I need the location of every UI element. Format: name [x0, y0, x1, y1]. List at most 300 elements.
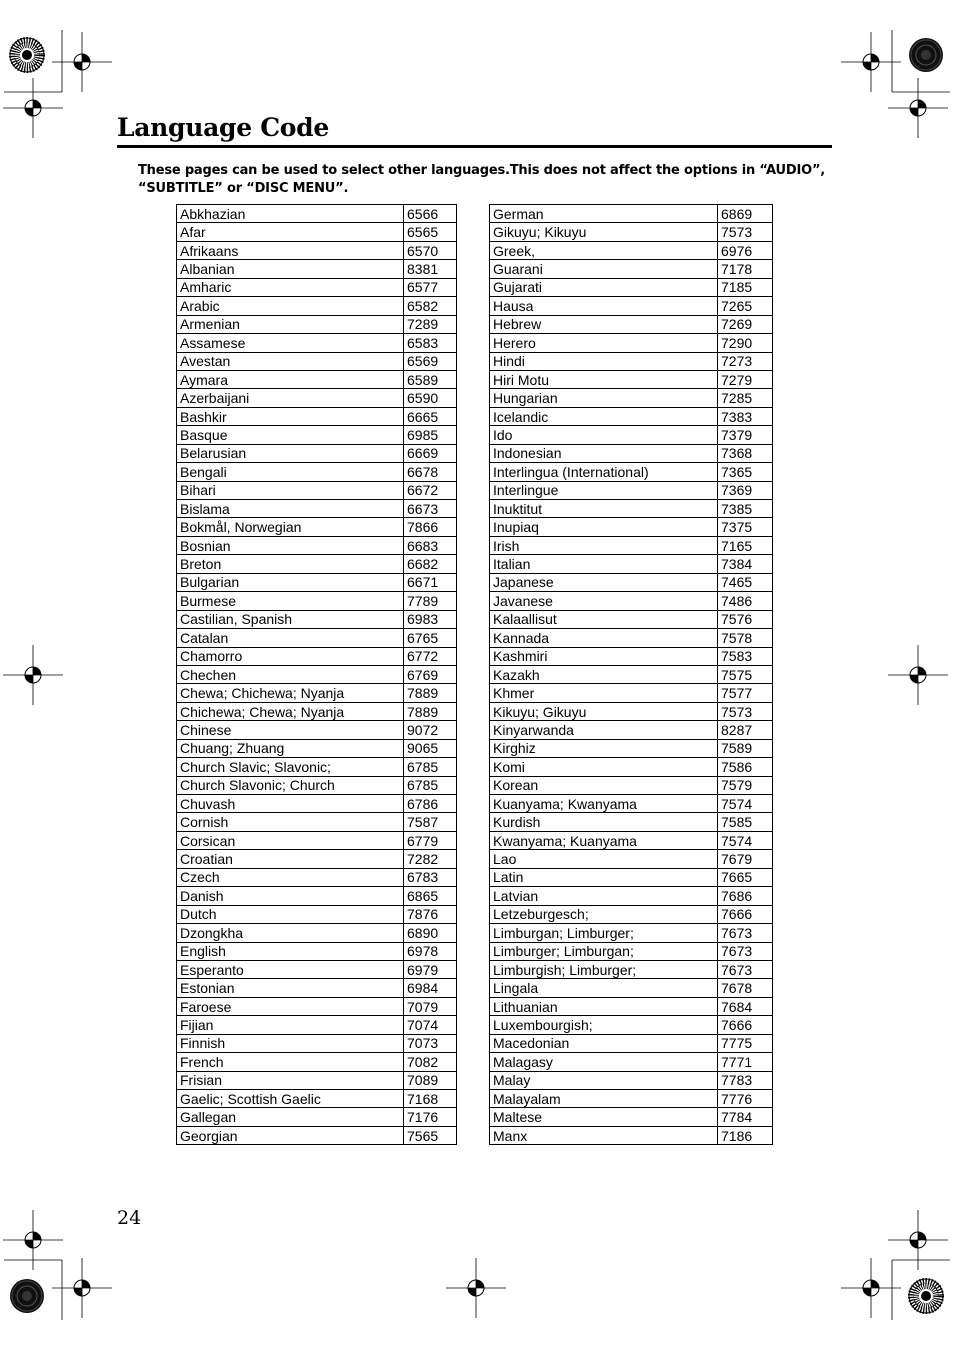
language-code: 6577 [404, 278, 457, 296]
table-row [177, 407, 457, 425]
language-code: 7565 [404, 1126, 457, 1144]
language-name: Dzongkha [177, 924, 404, 942]
language-code: 7176 [404, 1108, 457, 1126]
table-row [490, 278, 773, 296]
language-name: Herero [490, 334, 718, 352]
language-code: 6565 [404, 223, 457, 241]
table-row [177, 315, 457, 333]
language-name: Limburgish; Limburger; [490, 960, 718, 978]
language-code: 7586 [718, 758, 773, 776]
table-row [490, 334, 773, 352]
language-code: 7673 [718, 960, 773, 978]
language-code: 7290 [718, 334, 773, 352]
table-row [177, 223, 457, 241]
language-code: 6769 [404, 665, 457, 683]
table-row [177, 205, 457, 223]
language-code: 6765 [404, 629, 457, 647]
language-code: 6566 [404, 205, 457, 223]
language-name: Korean [490, 776, 718, 794]
language-name: Bislama [177, 500, 404, 518]
table-row [177, 1090, 457, 1108]
language-name: Italian [490, 555, 718, 573]
language-code: 7185 [718, 278, 773, 296]
language-name: Kwanyama; Kuanyama [490, 831, 718, 849]
language-code: 6865 [404, 887, 457, 905]
language-name: Hindi [490, 352, 718, 370]
language-code: 6665 [404, 407, 457, 425]
table-row [177, 1034, 457, 1052]
language-code: 7368 [718, 444, 773, 462]
language-code: 6783 [404, 868, 457, 886]
language-name: Faroese [177, 997, 404, 1015]
language-name: Gujarati [490, 278, 718, 296]
language-name: German [490, 205, 718, 223]
language-code: 7678 [718, 979, 773, 997]
table-row [177, 721, 457, 739]
language-code: 6570 [404, 241, 457, 259]
language-code: 7573 [718, 702, 773, 720]
table-row [177, 647, 457, 665]
table-row [177, 278, 457, 296]
table-row [177, 297, 457, 315]
language-name: Kazakh [490, 665, 718, 683]
language-name: Chamorro [177, 647, 404, 665]
table-row [490, 241, 773, 259]
language-name: Church Slavic; Slavonic; [177, 758, 404, 776]
language-code: 7465 [718, 573, 773, 591]
table-row [177, 1108, 457, 1126]
table-row [490, 905, 773, 923]
language-name: Catalan [177, 629, 404, 647]
language-code: 7279 [718, 370, 773, 388]
language-name: Khmer [490, 684, 718, 702]
title-rule [117, 145, 832, 148]
language-name: Hiri Motu [490, 370, 718, 388]
table-row [177, 555, 457, 573]
language-name: Chewa; Chichewa; Nyanja [177, 684, 404, 702]
table-row [490, 868, 773, 886]
table-row [490, 665, 773, 683]
language-name: Castilian, Spanish [177, 610, 404, 628]
language-code: 7771 [718, 1053, 773, 1071]
language-name: Icelandic [490, 407, 718, 425]
language-name: English [177, 942, 404, 960]
table-row [490, 573, 773, 591]
language-name: Bosnian [177, 536, 404, 554]
language-code: 6869 [718, 205, 773, 223]
language-name: Esperanto [177, 960, 404, 978]
language-code: 7579 [718, 776, 773, 794]
language-name: Kannada [490, 629, 718, 647]
language-name: Finnish [177, 1034, 404, 1052]
table-row [490, 721, 773, 739]
language-code: 6976 [718, 241, 773, 259]
intro-line-1: These pages can be used to select other languages.This does not affect the options in “AUDIO”, [138, 163, 826, 178]
language-name: Lithuanian [490, 997, 718, 1015]
language-name: Chichewa; Chewa; Nyanja [177, 702, 404, 720]
language-name: Chuang; Zhuang [177, 739, 404, 757]
table-row [177, 610, 457, 628]
language-code: 7583 [718, 647, 773, 665]
table-row [490, 1071, 773, 1089]
table-row [177, 739, 457, 757]
table-row [177, 758, 457, 776]
table-row [490, 555, 773, 573]
language-name: Croatian [177, 850, 404, 868]
language-name: Danish [177, 887, 404, 905]
table-row [490, 205, 773, 223]
language-code: 6569 [404, 352, 457, 370]
language-name: Maltese [490, 1108, 718, 1126]
language-name: Abkhazian [177, 205, 404, 223]
table-row [490, 887, 773, 905]
language-code: 7666 [718, 905, 773, 923]
table-row [490, 352, 773, 370]
language-name: Gaelic; Scottish Gaelic [177, 1090, 404, 1108]
language-name: Bulgarian [177, 573, 404, 591]
language-code: 7866 [404, 518, 457, 536]
table-row [490, 536, 773, 554]
table-row [177, 795, 457, 813]
language-name: Greek, [490, 241, 718, 259]
table-row [490, 813, 773, 831]
table-row [177, 831, 457, 849]
language-code: 6983 [404, 610, 457, 628]
language-code: 6673 [404, 500, 457, 518]
language-name: Gikuyu; Kikuyu [490, 223, 718, 241]
language-code: 7186 [718, 1126, 773, 1144]
language-code: 7775 [718, 1034, 773, 1052]
language-code: 6583 [404, 334, 457, 352]
language-name: Latin [490, 868, 718, 886]
language-name: Macedonian [490, 1034, 718, 1052]
language-code: 7375 [718, 518, 773, 536]
language-code: 7074 [404, 1016, 457, 1034]
table-row [490, 370, 773, 388]
language-name: Manx [490, 1126, 718, 1144]
language-name: French [177, 1053, 404, 1071]
table-row [490, 1053, 773, 1071]
language-code: 7673 [718, 942, 773, 960]
language-code: 6682 [404, 555, 457, 573]
language-name: Kalaallisut [490, 610, 718, 628]
language-name: Kuanyama; Kwanyama [490, 795, 718, 813]
language-code: 7575 [718, 665, 773, 683]
language-code: 7783 [718, 1071, 773, 1089]
language-code: 7369 [718, 481, 773, 499]
table-row [177, 776, 457, 794]
table-row [177, 370, 457, 388]
language-name: Guarani [490, 260, 718, 278]
table-row [177, 518, 457, 536]
language-code: 8287 [718, 721, 773, 739]
language-name: Church Slavonic; Church [177, 776, 404, 794]
language-name: Bengali [177, 463, 404, 481]
language-name: Georgian [177, 1126, 404, 1144]
table-row [490, 1034, 773, 1052]
language-code: 6785 [404, 758, 457, 776]
language-name: Breton [177, 555, 404, 573]
language-code: 7383 [718, 407, 773, 425]
language-name: Amharic [177, 278, 404, 296]
table-row [490, 407, 773, 425]
language-name: Hebrew [490, 315, 718, 333]
language-code: 7585 [718, 813, 773, 831]
language-name: Latvian [490, 887, 718, 905]
language-code: 7587 [404, 813, 457, 831]
table-row [490, 739, 773, 757]
language-code: 6785 [404, 776, 457, 794]
language-code: 6582 [404, 297, 457, 315]
language-code: 7574 [718, 795, 773, 813]
language-name: Lao [490, 850, 718, 868]
table-row [177, 352, 457, 370]
table-row [177, 665, 457, 683]
language-code: 6786 [404, 795, 457, 813]
language-name: Malagasy [490, 1053, 718, 1071]
table-row [490, 1108, 773, 1126]
table-row [490, 389, 773, 407]
language-code: 7889 [404, 684, 457, 702]
language-name: Cornish [177, 813, 404, 831]
language-name: Ido [490, 426, 718, 444]
table-row [490, 463, 773, 481]
language-name: Avestan [177, 352, 404, 370]
language-name: Estonian [177, 979, 404, 997]
language-code: 7365 [718, 463, 773, 481]
table-row [490, 1126, 773, 1144]
table-row [177, 924, 457, 942]
language-code: 7282 [404, 850, 457, 868]
table-row [177, 444, 457, 462]
table-row [490, 942, 773, 960]
table-row [177, 960, 457, 978]
language-code: 6890 [404, 924, 457, 942]
table-row [177, 500, 457, 518]
language-name: Armenian [177, 315, 404, 333]
table-row [177, 1016, 457, 1034]
language-name: Malayalam [490, 1090, 718, 1108]
language-code: 7673 [718, 924, 773, 942]
table-row [490, 702, 773, 720]
table-row [177, 592, 457, 610]
language-name: Limburger; Limburgan; [490, 942, 718, 960]
language-code: 7082 [404, 1053, 457, 1071]
language-name: Letzeburgesch; [490, 905, 718, 923]
table-row [490, 629, 773, 647]
language-name: Frisian [177, 1071, 404, 1089]
table-row [177, 241, 457, 259]
table-row [490, 592, 773, 610]
language-code: 6978 [404, 942, 457, 960]
language-name: Bokmål, Norwegian [177, 518, 404, 536]
table-row [490, 960, 773, 978]
language-code: 7379 [718, 426, 773, 444]
language-code: 7385 [718, 500, 773, 518]
language-name: Belarusian [177, 444, 404, 462]
language-code: 7776 [718, 1090, 773, 1108]
table-row [490, 481, 773, 499]
language-name: Arabic [177, 297, 404, 315]
table-row [177, 905, 457, 923]
table-row [177, 389, 457, 407]
language-code: 7784 [718, 1108, 773, 1126]
intro-text [138, 162, 826, 198]
table-row [490, 444, 773, 462]
language-code: 7089 [404, 1071, 457, 1089]
language-code: 7665 [718, 868, 773, 886]
language-code: 6671 [404, 573, 457, 591]
language-name: Dutch [177, 905, 404, 923]
language-name: Albanian [177, 260, 404, 278]
language-code: 7384 [718, 555, 773, 573]
language-name: Czech [177, 868, 404, 886]
language-code: 7577 [718, 684, 773, 702]
table-row [177, 260, 457, 278]
language-name: Komi [490, 758, 718, 776]
language-name: Limburgan; Limburger; [490, 924, 718, 942]
language-code: 6669 [404, 444, 457, 462]
table-row [177, 536, 457, 554]
language-code: 7876 [404, 905, 457, 923]
table-row [490, 518, 773, 536]
language-code: 7079 [404, 997, 457, 1015]
language-code: 7573 [718, 223, 773, 241]
table-row [490, 758, 773, 776]
language-name: Kinyarwanda [490, 721, 718, 739]
language-code: 7165 [718, 536, 773, 554]
language-name: Chechen [177, 665, 404, 683]
language-name: Irish [490, 536, 718, 554]
table-row [177, 702, 457, 720]
table-row [177, 979, 457, 997]
table-row [177, 629, 457, 647]
language-name: Afar [177, 223, 404, 241]
language-code: 7168 [404, 1090, 457, 1108]
language-code: 7178 [718, 260, 773, 278]
table-row [177, 463, 457, 481]
language-name: Luxembourgish; [490, 1016, 718, 1034]
language-name: Interlingue [490, 481, 718, 499]
table-row [177, 942, 457, 960]
language-code: 7073 [404, 1034, 457, 1052]
language-name: Aymara [177, 370, 404, 388]
language-name: Kirghiz [490, 739, 718, 757]
language-name: Hausa [490, 297, 718, 315]
language-name: Fijian [177, 1016, 404, 1034]
table-row [177, 573, 457, 591]
language-code: 6678 [404, 463, 457, 481]
table-row [490, 315, 773, 333]
language-code: 6779 [404, 831, 457, 849]
table-row [177, 997, 457, 1015]
table-row [177, 1053, 457, 1071]
language-name: Indonesian [490, 444, 718, 462]
language-name: Bihari [177, 481, 404, 499]
language-name: Basque [177, 426, 404, 444]
language-code: 9065 [404, 739, 457, 757]
language-code: 6979 [404, 960, 457, 978]
language-code: 6672 [404, 481, 457, 499]
language-code-table-right [489, 204, 773, 1145]
table-row [177, 1071, 457, 1089]
language-code: 7889 [404, 702, 457, 720]
table-row [490, 776, 773, 794]
table-row [490, 850, 773, 868]
table-row [490, 997, 773, 1015]
language-code: 7273 [718, 352, 773, 370]
language-name: Assamese [177, 334, 404, 352]
table-row [490, 500, 773, 518]
language-name: Japanese [490, 573, 718, 591]
language-code: 7574 [718, 831, 773, 849]
language-code: 7589 [718, 739, 773, 757]
language-code: 7486 [718, 592, 773, 610]
language-name: Burmese [177, 592, 404, 610]
table-row [177, 1126, 457, 1144]
language-code: 7289 [404, 315, 457, 333]
language-name: Gallegan [177, 1108, 404, 1126]
table-row [490, 1016, 773, 1034]
language-code: 7269 [718, 315, 773, 333]
language-name: Javanese [490, 592, 718, 610]
language-name: Kashmiri [490, 647, 718, 665]
language-code: 6772 [404, 647, 457, 665]
language-code: 8381 [404, 260, 457, 278]
language-code: 6590 [404, 389, 457, 407]
language-name: Interlingua (International) [490, 463, 718, 481]
language-code: 7789 [404, 592, 457, 610]
language-name: Bashkir [177, 407, 404, 425]
language-name: Chinese [177, 721, 404, 739]
language-code: 7686 [718, 887, 773, 905]
language-code: 9072 [404, 721, 457, 739]
table-row [490, 647, 773, 665]
table-row [177, 426, 457, 444]
page-title: Language Code [117, 113, 329, 142]
language-name: Malay [490, 1071, 718, 1089]
table-row [490, 979, 773, 997]
language-name: Hungarian [490, 389, 718, 407]
table-row [490, 260, 773, 278]
language-name: Chuvash [177, 795, 404, 813]
table-row [177, 481, 457, 499]
language-name: Inuktitut [490, 500, 718, 518]
table-row [177, 334, 457, 352]
language-name: Azerbaijani [177, 389, 404, 407]
language-name: Inupiaq [490, 518, 718, 536]
table-row [490, 223, 773, 241]
table-row [490, 831, 773, 849]
language-code: 6589 [404, 370, 457, 388]
table-row [490, 1090, 773, 1108]
language-code: 6984 [404, 979, 457, 997]
language-name: Afrikaans [177, 241, 404, 259]
language-code: 7265 [718, 297, 773, 315]
table-row [490, 426, 773, 444]
language-code: 7576 [718, 610, 773, 628]
language-code: 7684 [718, 997, 773, 1015]
table-row [490, 297, 773, 315]
language-code: 7679 [718, 850, 773, 868]
language-name: Kikuyu; Gikuyu [490, 702, 718, 720]
language-name: Lingala [490, 979, 718, 997]
intro-line-2: “SUBTITLE” or “DISC MENU”. [138, 181, 349, 196]
language-name: Kurdish [490, 813, 718, 831]
language-code: 6985 [404, 426, 457, 444]
table-row [177, 887, 457, 905]
language-code: 6683 [404, 536, 457, 554]
